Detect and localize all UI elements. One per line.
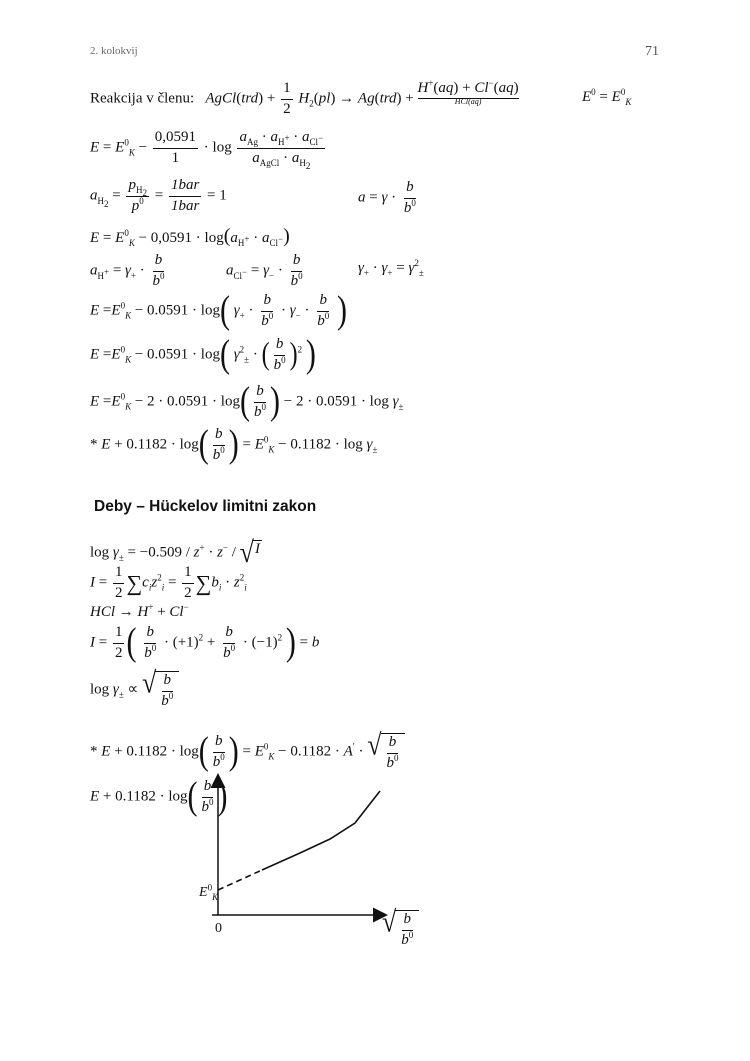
coef-f: 0.1182 — [126, 436, 168, 453]
reaction-label: Reakcija v členu: — [90, 90, 195, 107]
coef-c: 0.0591 — [147, 346, 189, 363]
proportionality-eq: $\log \gamma_\pm$ ∝ √ $\frac{b}{b^0}$ — [90, 671, 179, 710]
origin-label: 0 — [215, 921, 222, 936]
bar-num: 1bar — [170, 177, 200, 193]
reaction-equation: Reakcija v členu: AgCl(trd) + $\frac{1}{2}$ $H_2(pl) \to Ag(trd)$ + H+(aq) + Cl−(aq) HCl(aq) — [90, 78, 519, 117]
extrapolated-segment — [218, 870, 262, 890]
frac-one: 1 — [281, 81, 293, 100]
dh-limiting-law: $\log \gamma_\pm = -0.509 / z^+ \cdot z^-$ / √ I — [90, 535, 260, 570]
page-number: 71 — [645, 44, 659, 59]
ionic-strength-hcl: I = $\frac{1}{2}$ ( $\frac{b}{b^0}$ · $(+1)^2$ + $\frac{b}{b^0}$ · $(-1)^2$ ) = b — [90, 621, 320, 665]
coef-d: 0.0591 — [167, 393, 209, 410]
section-heading: Deby – Hückelov limitni zakon — [94, 498, 317, 515]
frac-two: 2 — [283, 100, 291, 117]
hcl-dissociation: HCl → H+ + Cl− — [90, 602, 189, 620]
mean-activity-coef-eq: $\gamma_+ \cdot \gamma_+ = \gamma^2_\pm$ — [358, 258, 424, 278]
hydrogen-activity-eq: $a_{H_2}$ = $\frac{p_{H_2}}{p^0}$ = 1bar 1bar = 1 — [90, 177, 227, 214]
hcl-underbrace: H+(aq) + Cl−(aq) HCl(aq) — [417, 78, 519, 106]
coef-h: 0.1182 — [126, 743, 168, 760]
two-a: 2 — [147, 393, 155, 410]
x-axis-label: √ $\frac{b}{b^0}$ — [382, 910, 419, 949]
nernst-gamma-eq: $E =E^0_K - 0.0591 \cdot \log$( $\gamma_+$ · $\frac{b}{b^0}$ · $\gamma_-$ · $\frac{b}{b^0}$ ) — [90, 289, 347, 333]
nernst-split-eq: $E =E^0_K - 2 \cdot 0.0591 \cdot \log$( $\frac{b}{b^0}$ ) − $2 \cdot 0.0591 \cdot \log \gamma_\pm$ — [90, 380, 404, 424]
result-one: 1 — [219, 187, 227, 204]
graph-y-label: E + 0.1182 · log( $\frac{b}{b^0}$ ) — [90, 775, 228, 819]
chloride-activity-eq: $a_{Cl^-} = \gamma_-$ · $\frac{b}{b^0}$ — [226, 252, 303, 289]
ionic-strength-def: I = $\frac{1}{2}$ $\sum c_iz^2_i$ = $\frac{1}{2}$ $\sum b_i \cdot z^2_i$ — [90, 564, 247, 601]
nernst-coef: 0,0591 — [153, 130, 198, 149]
coef-e: 0.0591 — [315, 393, 358, 410]
two-b: 2 — [295, 393, 304, 410]
data-line — [262, 791, 380, 870]
nernst-simplified-eq: $E = E^0_K - 0,0591 \cdot \log(a_{H^+} \cdot a_{Cl^-})$ — [90, 225, 290, 248]
coef-509: 0.509 — [148, 544, 182, 561]
intercept-label: $E^0_K$ — [199, 882, 219, 902]
ion-activities-eq: $a_{H^+} = \gamma_+$ · $\frac{b}{b^0}$ — [90, 252, 165, 289]
starred-equation-2: * E + 0.1182 · log( $\frac{b}{b^0}$ ) = $E^0_K - 0.1182 \cdot A'$ · √ $\frac{b}{b^0}$ — [90, 733, 405, 772]
running-header: 2. kolokvij — [90, 45, 138, 57]
coef-b: 0.0591 — [147, 302, 189, 319]
activity-definition-eq: a = γ · $\frac{b}{b^0}$ — [358, 179, 416, 216]
coef-g: 0.1182 — [290, 436, 332, 453]
standard-potential-eq: $E^0 = E^0_K$ — [582, 87, 632, 107]
nernst-equation: $E = E^0_K$ − $\frac{0,0591}{1}$ · log $a_{Ag} \cdot a_{H^+} \cdot a_{Cl^-}$ $a_{AgCl} \cdot a_{H_2}$ — [90, 129, 324, 171]
coef-i: 0.1182 — [290, 743, 332, 760]
nernst-denom: 1 — [171, 149, 180, 166]
coef-a: 0,0591 — [150, 230, 193, 246]
coef-j: 0.1182 — [115, 788, 156, 805]
nernst-squared-eq: $E =E^0_K - 0.0591 \cdot \log$( $\gamma^2_\pm$ · ( $\frac{b}{b^0}$ )$^2$ ) — [90, 333, 316, 377]
starred-equation-1: * E + 0.1182 · log( $\frac{b}{b^0}$ ) = $E^0_K - 0.1182 \cdot \log \gamma_\pm$ — [90, 423, 378, 467]
bar-den: 1bar — [170, 197, 200, 214]
